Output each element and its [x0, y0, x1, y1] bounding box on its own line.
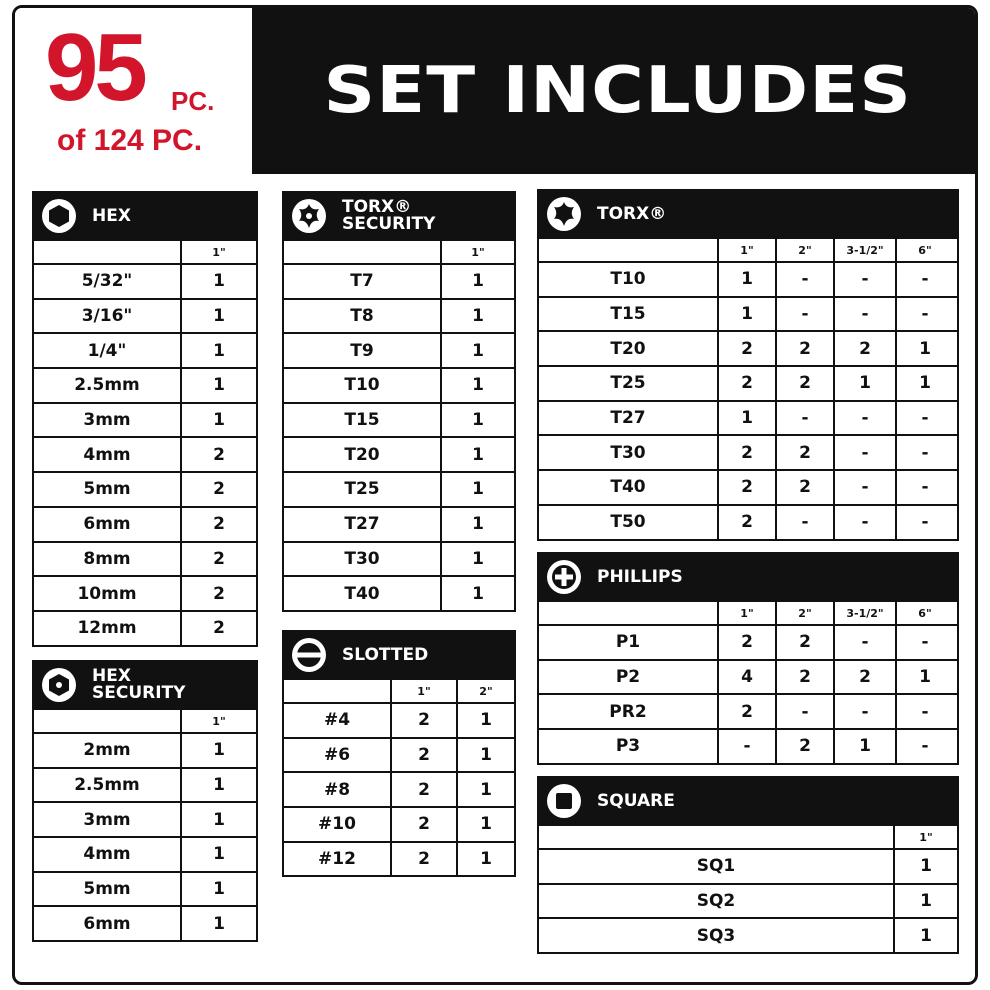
torx-security-table	[282, 191, 516, 612]
table-row	[284, 575, 514, 610]
quantity-cell: -	[833, 626, 895, 659]
size-header-cell: 1"	[180, 241, 256, 263]
table-row	[539, 728, 957, 763]
table-row	[539, 659, 957, 694]
quantity-cell: 2	[180, 577, 256, 610]
bit-size-cell: T7	[350, 271, 374, 292]
quantity-cell: 2	[775, 332, 833, 365]
piece-count-unit: PC.	[171, 86, 215, 116]
size-header-row	[34, 708, 256, 732]
table-row	[34, 905, 256, 940]
bit-size-cell: 6mm	[83, 913, 131, 934]
quantity-cell: 1	[180, 265, 256, 298]
bit-size-cell: T50	[610, 512, 646, 533]
quantity-cell: 1	[456, 739, 514, 772]
table-row	[539, 261, 957, 296]
quantity-cell: 1	[180, 404, 256, 437]
quantity-cell: -	[895, 695, 953, 728]
size-header-blank	[34, 710, 180, 732]
table-title-line: PHILLIPS	[597, 566, 683, 587]
bit-size-cell: T27	[344, 514, 380, 535]
size-header-blank	[284, 241, 440, 263]
bit-size-cell: 3mm	[83, 410, 131, 431]
quantity-cell: 1	[895, 661, 953, 694]
bit-size-cell: T9	[350, 340, 374, 361]
quantity-cell: 1	[440, 404, 514, 437]
quantity-cell: -	[775, 298, 833, 331]
bit-size-cell: PR2	[609, 701, 647, 722]
quantity-cell: 2	[390, 808, 456, 841]
quantity-cell: 1	[717, 402, 775, 435]
page-title: SET INCLUDES	[323, 54, 913, 128]
table-header	[539, 191, 957, 237]
quantity-cell: -	[775, 695, 833, 728]
bit-size-cell: T40	[344, 583, 380, 604]
bit-size-cell: T15	[610, 304, 646, 325]
table-row	[34, 298, 256, 333]
bit-size-cell: 4mm	[83, 844, 131, 865]
bit-size-cell: #12	[318, 849, 356, 870]
phillips-icon	[547, 560, 581, 594]
quantity-cell: 1	[440, 473, 514, 506]
quantity-cell: -	[833, 471, 895, 504]
size-header-cell: 1"	[893, 826, 957, 848]
bit-size-cell: T8	[350, 306, 374, 327]
table-header	[539, 778, 957, 824]
bit-size-cell: P1	[615, 632, 641, 653]
bit-size-cell: T27	[610, 408, 646, 429]
table-title	[597, 566, 683, 587]
bit-size-cell: 3mm	[83, 809, 131, 830]
table-row	[34, 263, 256, 298]
table-row	[284, 367, 514, 402]
quantity-cell: 2	[717, 695, 775, 728]
table-row	[539, 434, 957, 469]
quantity-cell: 1	[180, 734, 256, 767]
quantity-cell: 1	[893, 919, 957, 952]
bit-size-cell: 2mm	[83, 740, 131, 761]
table-title	[597, 790, 675, 811]
quantity-cell: 2	[180, 612, 256, 645]
table-row	[284, 702, 514, 737]
quantity-cell: 2	[390, 739, 456, 772]
bit-size-cell: #10	[318, 814, 356, 835]
table-title-line: TORX®	[597, 203, 667, 224]
quantity-cell: 1	[440, 300, 514, 333]
size-header-row	[539, 600, 957, 624]
table-title-line: SECURITY	[92, 683, 186, 703]
quantity-cell: 1	[440, 369, 514, 402]
size-header-row	[539, 237, 957, 261]
table-header	[284, 193, 514, 239]
table-row	[539, 469, 957, 504]
table-row	[539, 848, 957, 883]
bit-size-cell: #6	[323, 745, 351, 766]
torx-icon	[547, 197, 581, 231]
bit-size-cell: 8mm	[83, 548, 131, 569]
bit-size-cell: 5/32"	[81, 271, 133, 292]
quantity-cell: 1	[833, 367, 895, 400]
table-row	[539, 296, 957, 331]
quantity-cell: 1	[440, 577, 514, 610]
slotted-table	[282, 630, 516, 877]
table-title-line: SQUARE	[597, 790, 675, 811]
bit-size-cell: P2	[615, 667, 641, 688]
bit-size-cell: SQ1	[696, 856, 736, 877]
quantity-cell: 1	[456, 808, 514, 841]
hex-icon	[42, 199, 76, 233]
table-row	[34, 732, 256, 767]
table-header	[34, 662, 256, 708]
quantity-cell: -	[833, 695, 895, 728]
bit-size-cell: T30	[610, 442, 646, 463]
table-row	[539, 883, 957, 918]
quantity-cell: 2	[833, 661, 895, 694]
quantity-cell: 2	[180, 473, 256, 506]
quantity-cell: 1	[717, 298, 775, 331]
size-header-cell: 2"	[456, 680, 514, 702]
quantity-cell: 1	[833, 730, 895, 763]
table-row	[539, 917, 957, 952]
quantity-cell: -	[775, 402, 833, 435]
table-row	[34, 801, 256, 836]
table-row	[539, 400, 957, 435]
size-header-row	[539, 824, 957, 848]
torx-table	[537, 189, 959, 541]
table-row	[284, 471, 514, 506]
bit-size-cell: #4	[323, 710, 351, 731]
bit-size-cell: 10mm	[77, 583, 137, 604]
bit-size-cell: 4mm	[83, 444, 131, 465]
table-row	[34, 767, 256, 802]
table-row	[284, 771, 514, 806]
size-header-cell: 1"	[440, 241, 514, 263]
table-title-line: HEX	[92, 666, 131, 686]
table-row	[34, 402, 256, 437]
quantity-cell: 2	[390, 773, 456, 806]
size-header-blank	[539, 602, 717, 624]
size-header-cell: 1"	[390, 680, 456, 702]
table-row	[284, 737, 514, 772]
bit-size-cell: T10	[344, 375, 380, 396]
table-row	[34, 575, 256, 610]
quantity-cell: 2	[390, 843, 456, 876]
torx-security-icon	[292, 199, 326, 233]
quantity-cell: 2	[717, 506, 775, 539]
size-header-cell: 2"	[775, 239, 833, 261]
bit-size-cell: T30	[344, 548, 380, 569]
quantity-cell: -	[895, 506, 953, 539]
table-row	[34, 332, 256, 367]
quantity-cell: 1	[893, 850, 957, 883]
table-row	[539, 624, 957, 659]
bit-size-cell: T15	[344, 410, 380, 431]
table-title-line: SECURITY	[342, 214, 436, 234]
table-row	[284, 298, 514, 333]
quantity-cell: 2	[775, 367, 833, 400]
bit-size-cell: P3	[615, 736, 641, 757]
quantity-cell: -	[833, 298, 895, 331]
table-row	[34, 471, 256, 506]
table-row	[539, 504, 957, 539]
quantity-cell: 1	[180, 803, 256, 836]
table-row	[284, 402, 514, 437]
size-header-cell: 1"	[717, 602, 775, 624]
quantity-cell: -	[833, 263, 895, 296]
piece-count: 95	[45, 14, 144, 121]
table-row	[34, 836, 256, 871]
quantity-cell: 1	[440, 508, 514, 541]
square-icon	[547, 784, 581, 818]
bit-size-cell: T10	[610, 269, 646, 290]
bit-size-cell: 6mm	[83, 514, 131, 535]
quantity-cell: 1	[895, 367, 953, 400]
table-title-line: TORX®	[342, 197, 412, 217]
quantity-cell: 1	[180, 334, 256, 367]
quantity-cell: 1	[717, 263, 775, 296]
size-header-cell: 1"	[180, 710, 256, 732]
quantity-cell: 2	[180, 438, 256, 471]
table-title	[597, 203, 667, 224]
table-title	[92, 668, 185, 702]
quantity-cell: 2	[775, 730, 833, 763]
bit-size-cell: 1/4"	[87, 340, 127, 361]
quantity-cell: 2	[717, 436, 775, 469]
hex-security-table	[32, 660, 258, 942]
table-title	[342, 199, 435, 233]
table-title-line: HEX	[92, 205, 131, 226]
table-header	[284, 632, 514, 678]
quantity-cell: 2	[180, 508, 256, 541]
table-row	[539, 330, 957, 365]
size-header-cell: 2"	[775, 602, 833, 624]
bit-size-cell: T25	[344, 479, 380, 500]
quantity-cell: -	[833, 436, 895, 469]
quantity-cell: 2	[717, 367, 775, 400]
quantity-cell: 2	[775, 471, 833, 504]
table-row	[34, 367, 256, 402]
table-row	[34, 541, 256, 576]
quantity-cell: 1	[180, 769, 256, 802]
table-title	[92, 205, 131, 226]
size-header-cell: 1"	[717, 239, 775, 261]
quantity-cell: 1	[180, 838, 256, 871]
quantity-cell: 2	[833, 332, 895, 365]
table-row	[34, 506, 256, 541]
square-table	[537, 776, 959, 954]
size-header-blank	[539, 239, 717, 261]
quantity-cell: -	[775, 506, 833, 539]
bit-size-cell: SQ2	[696, 891, 736, 912]
size-header-cell: 6"	[895, 602, 953, 624]
size-header-blank	[284, 680, 390, 702]
table-row	[34, 610, 256, 645]
quantity-cell: 1	[180, 300, 256, 333]
quantity-cell: 2	[775, 626, 833, 659]
size-header-cell: 6"	[895, 239, 953, 261]
piece-count-panel	[15, 8, 255, 174]
size-header-cell: 3-1/2"	[833, 602, 895, 624]
table-row	[34, 871, 256, 906]
phillips-table	[537, 552, 959, 765]
quantity-cell: 2	[775, 661, 833, 694]
quantity-cell: 1	[440, 438, 514, 471]
quantity-cell: 2	[775, 436, 833, 469]
size-header-row	[284, 678, 514, 702]
quantity-cell: -	[775, 263, 833, 296]
bit-size-cell: 5mm	[83, 479, 131, 500]
bit-size-cell: 2.5mm	[74, 775, 140, 796]
quantity-cell: -	[717, 730, 775, 763]
table-row	[284, 263, 514, 298]
table-row	[284, 541, 514, 576]
table-row	[539, 365, 957, 400]
quantity-cell: -	[895, 471, 953, 504]
table-row	[284, 506, 514, 541]
title-banner	[255, 8, 978, 174]
quantity-cell: 1	[440, 334, 514, 367]
bit-size-cell: SQ3	[696, 925, 736, 946]
quantity-cell: 2	[717, 626, 775, 659]
table-row	[284, 436, 514, 471]
table-header	[539, 554, 957, 600]
quantity-cell: -	[833, 402, 895, 435]
quantity-cell: 1	[440, 543, 514, 576]
quantity-cell: 1	[895, 332, 953, 365]
quantity-cell: -	[895, 626, 953, 659]
table-row	[284, 841, 514, 876]
quantity-cell: 2	[180, 543, 256, 576]
quantity-cell: 1	[456, 843, 514, 876]
quantity-cell: -	[895, 402, 953, 435]
quantity-cell: -	[895, 730, 953, 763]
total-count: of 124 PC.	[57, 124, 203, 157]
quantity-cell: -	[895, 436, 953, 469]
quantity-cell: 2	[717, 471, 775, 504]
quantity-cell: 4	[717, 661, 775, 694]
bit-size-cell: #8	[323, 779, 351, 800]
bit-size-cell: T25	[610, 373, 646, 394]
bit-size-cell: T20	[610, 338, 646, 359]
table-title-line: SLOTTED	[342, 644, 429, 665]
bit-size-cell: 2.5mm	[74, 375, 140, 396]
hex-table	[32, 191, 258, 647]
table-row	[34, 436, 256, 471]
quantity-cell: 1	[456, 704, 514, 737]
bit-size-cell: 12mm	[77, 618, 137, 639]
size-header-row	[34, 239, 256, 263]
quantity-cell: 1	[180, 873, 256, 906]
quantity-cell: -	[895, 263, 953, 296]
bit-size-cell: T40	[610, 477, 646, 498]
size-header-row	[284, 239, 514, 263]
table-header	[34, 193, 256, 239]
quantity-cell: 1	[456, 773, 514, 806]
table-title	[342, 644, 429, 665]
quantity-cell: 1	[180, 907, 256, 940]
table-row	[284, 332, 514, 367]
size-header-blank	[539, 826, 893, 848]
set-includes-card	[12, 5, 978, 985]
size-header-cell: 3-1/2"	[833, 239, 895, 261]
quantity-cell: 1	[440, 265, 514, 298]
bit-size-cell: T20	[344, 444, 380, 465]
table-row	[284, 806, 514, 841]
quantity-cell: 1	[180, 369, 256, 402]
quantity-cell: -	[833, 506, 895, 539]
size-header-blank	[34, 241, 180, 263]
hex-security-icon	[42, 668, 76, 702]
bit-size-cell: 3/16"	[81, 306, 133, 327]
table-row	[539, 693, 957, 728]
bit-size-cell: 5mm	[83, 879, 131, 900]
quantity-cell: 2	[717, 332, 775, 365]
quantity-cell: -	[895, 298, 953, 331]
quantity-cell: 1	[893, 885, 957, 918]
slotted-icon	[292, 638, 326, 672]
quantity-cell: 2	[390, 704, 456, 737]
